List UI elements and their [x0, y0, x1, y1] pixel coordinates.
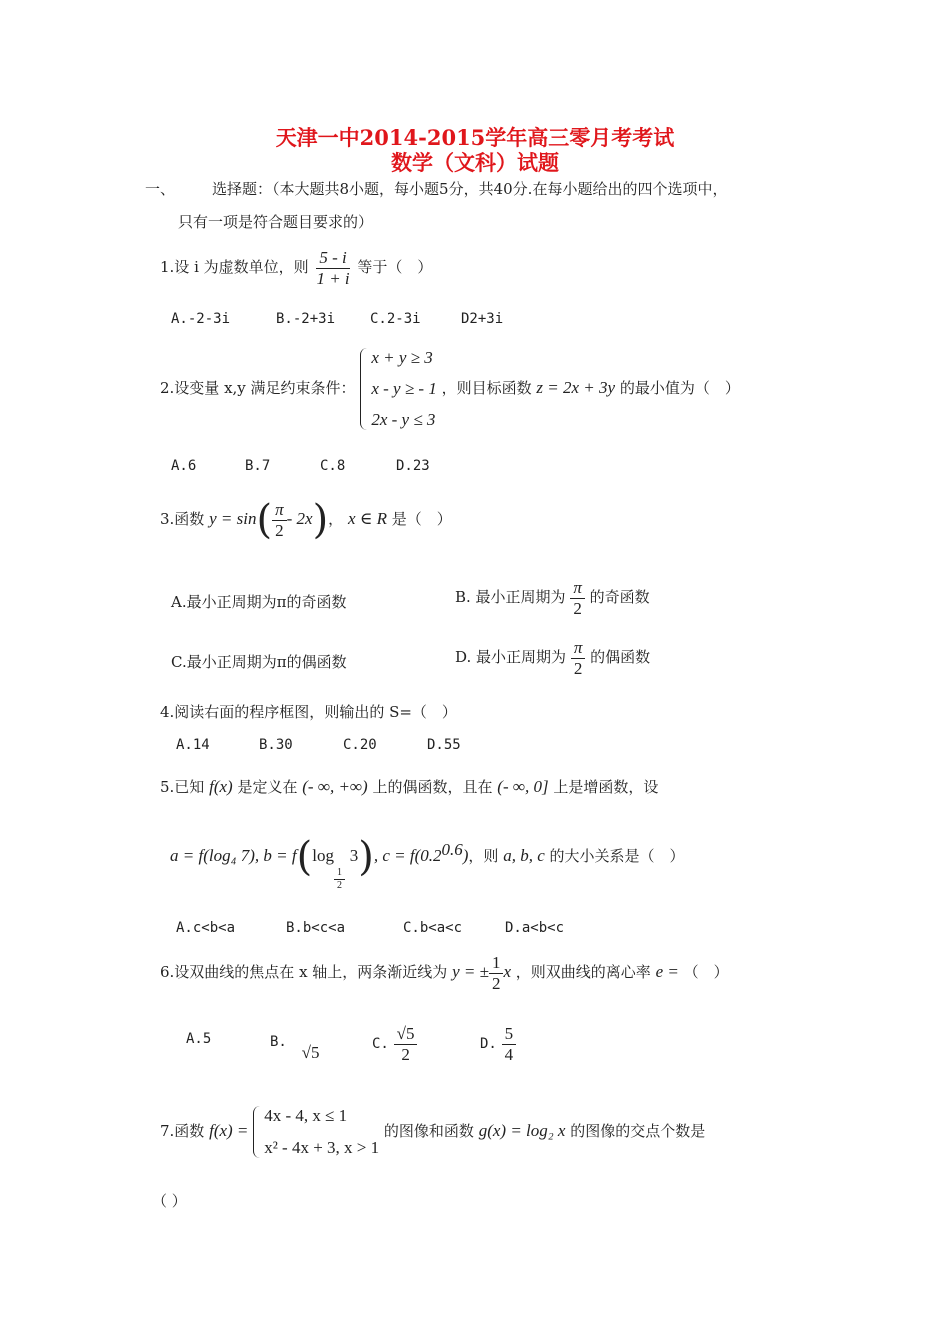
minus-2x: - 2x: [286, 509, 313, 529]
fraction-denominator: 2: [336, 879, 342, 891]
q6-option-a: A.5: [186, 1031, 212, 1047]
q6-option-d-label: D.: [480, 1036, 497, 1053]
fraction-denominator: 2: [401, 1044, 410, 1064]
sqrt5-over-2: [394, 1024, 418, 1064]
page-title: 天津一中2014-2015学年高三零月考考试: [275, 125, 675, 150]
question-1-fraction: [313, 248, 352, 288]
piecewise-function: [253, 1106, 379, 1158]
piece-2: x² - 4x + 3, x > 1: [264, 1138, 380, 1157]
question-1-text: 1.设 i 为虚数单位，则: [160, 258, 309, 277]
log-base-half: log: [312, 846, 334, 865]
fraction-denominator: 2: [275, 520, 284, 540]
q6-option-c: [372, 1024, 417, 1064]
q3-option-b: [455, 578, 650, 618]
f-of-x: f(x) =: [209, 1121, 249, 1140]
exponent: 0.6: [441, 840, 463, 859]
objective-function: z = 2x + 3y: [536, 378, 616, 397]
fraction-denominator: 2: [573, 598, 582, 618]
left-paren: (: [296, 834, 313, 880]
interval-all-reals: (- ∞, +∞): [302, 777, 368, 796]
left-paren: (: [256, 497, 273, 544]
question-2-text: 2.设变量 x,y 满足约束条件：: [160, 379, 356, 397]
page-subtitle: 数学（文科）试题: [391, 150, 559, 175]
five-over-four: [502, 1024, 517, 1064]
q1-option-c: C.2-3i: [370, 311, 421, 327]
constraint-1: x + y ≥ 3: [371, 348, 433, 367]
constraint-3: 2x - y ≤ 3: [371, 410, 436, 429]
fraction-numerator: 1: [334, 867, 345, 880]
question-7-text: 7.函数: [160, 1122, 205, 1140]
question-6-text: 6.设双曲线的焦点在 x 轴上，两条渐近线为: [160, 963, 448, 982]
base-one-half: [334, 867, 345, 891]
q1-option-d: D2+3i: [461, 311, 504, 327]
question-7-suffix: 的图像的交点个数是: [570, 1122, 706, 1140]
q1-option-a: A.-2-3i: [171, 311, 231, 327]
one-half: [489, 953, 504, 993]
f-of-x: f(x): [209, 777, 233, 796]
question-5-text-2: 是定义在: [237, 778, 298, 796]
q4-option-b: B.30: [259, 737, 293, 753]
fraction-numerator: 5 - i: [316, 248, 349, 269]
question-3-suffix: 是（ ）: [391, 510, 452, 529]
piece-1: 4x - 4, x ≤ 1: [264, 1106, 348, 1125]
pi-over-2: [272, 500, 287, 540]
right-paren: ): [312, 497, 329, 544]
question-3: 3.函数 y = sin( $\frac{\pi}{2}$ - 2x)， x ∈ R 是（ ）: [160, 497, 452, 544]
question-7-mid: 的图像和函数: [383, 1122, 474, 1140]
question-1: [160, 248, 432, 288]
constraint-system: [360, 348, 437, 430]
question-6-suffix: ，则双曲线的离心率: [515, 963, 651, 982]
left-brace: [253, 1106, 261, 1158]
question-2: [160, 348, 740, 430]
fraction-denominator: 2: [573, 658, 583, 678]
log-argument: 3: [349, 846, 359, 865]
section-instruction-line1: 选择题：（本大题共8小题，每小题5分，共40分.在每小题给出的四个选项中，: [212, 180, 728, 198]
interval-nonpositive: (- ∞, 0]: [497, 777, 549, 796]
question-5-text: 5.已知: [160, 778, 205, 796]
question-7-answer-paren: （ ）: [152, 1192, 187, 1210]
q3-option-d: [455, 638, 650, 678]
q3-option-b-text: B. 最小正周期为: [455, 588, 566, 607]
asymptote-lhs: y = ±: [452, 962, 489, 982]
question-4: 4.阅读右面的程序框图，则输出的 S=（ ）: [160, 703, 457, 721]
q6-option-d: [480, 1024, 516, 1064]
fraction-numerator: 1: [489, 953, 504, 974]
sqrt-5: √5: [301, 1043, 320, 1062]
q3-option-a: A.最小正周期为π的奇函数: [171, 593, 347, 611]
question-5-suffix: 的大小关系是（ ）: [549, 847, 685, 865]
q5-option-c: C.b<a<c: [403, 920, 463, 936]
fraction-numerator: √5: [394, 1024, 418, 1045]
q5-option-b: B.b<c<a: [286, 920, 346, 936]
question-5-text-4: 上是增函数，设: [553, 778, 659, 796]
expr-a: a = f(log₄ 7), b = f: [170, 846, 297, 865]
question-5-text-3: 上的偶函数，且在: [372, 778, 493, 796]
close-paren: ): [462, 846, 469, 865]
expr-c: , c = f(0.2: [373, 846, 442, 865]
question-6: [160, 953, 729, 993]
function-lhs: y = sin: [209, 509, 257, 529]
question-5: [160, 776, 658, 797]
question-2-suffix: 的最小值为（ ）: [619, 379, 740, 397]
fraction-numerator: π: [272, 500, 287, 521]
q1-option-b: B.-2+3i: [276, 311, 336, 327]
q2-option-d: D.23: [396, 458, 430, 474]
q3-option-d-text: D. 最小正周期为: [455, 648, 567, 667]
fraction-denominator: 2: [491, 973, 501, 993]
q2-option-b: B.7: [245, 458, 271, 474]
q6-option-b: [270, 1031, 320, 1062]
question-6-paren: （ ）: [683, 963, 729, 982]
fraction-denominator: 4: [504, 1044, 514, 1064]
q4-option-d: D.55: [427, 737, 461, 753]
right-paren: ): [358, 834, 374, 880]
question-1-suffix: 等于（ ）: [357, 258, 433, 277]
fraction-numerator: π: [571, 638, 586, 659]
q3-option-b-suffix: 的奇函数: [589, 588, 650, 607]
question-5-then: ，则: [468, 847, 499, 865]
section-number: 一、: [145, 180, 176, 198]
fraction-numerator: 5: [502, 1024, 517, 1045]
variables-abc: a, b, c: [503, 846, 545, 865]
q4-option-c: C.20: [343, 737, 377, 753]
q3-option-c: C.最小正周期为π的偶函数: [171, 653, 347, 671]
eccentricity: e =: [655, 962, 679, 982]
question-7: [160, 1106, 705, 1158]
g-of-x: g(x) = log₂ x: [478, 1121, 566, 1140]
question-3-text: 3.函数: [160, 510, 205, 529]
left-brace: [360, 348, 368, 430]
pi-over-2: [570, 578, 585, 618]
asymptote-x: x: [503, 962, 511, 982]
section-instruction-line2: 只有一项是符合题目要求的）: [178, 213, 374, 231]
pi-over-2: [571, 638, 586, 678]
question-5-expression: [170, 834, 685, 891]
q5-option-d: D.a<b<c: [505, 920, 565, 936]
fraction-denominator: 1 + i: [316, 268, 350, 288]
question-2-mid: ，则目标函数: [441, 379, 532, 397]
q2-option-c: C.8: [320, 458, 346, 474]
q5-option-a: A.c<b<a: [176, 920, 236, 936]
q2-option-a: A.6: [171, 458, 197, 474]
fraction-numerator: π: [570, 578, 585, 599]
q4-option-a: A.14: [176, 737, 210, 753]
q6-option-c-label: C.: [372, 1036, 389, 1053]
q3-option-d-suffix: 的偶函数: [590, 648, 651, 667]
q6-option-b-label: B.: [270, 1034, 287, 1050]
domain: x ∈ R: [347, 509, 387, 529]
constraint-2: x - y ≥ - 1: [371, 379, 437, 398]
